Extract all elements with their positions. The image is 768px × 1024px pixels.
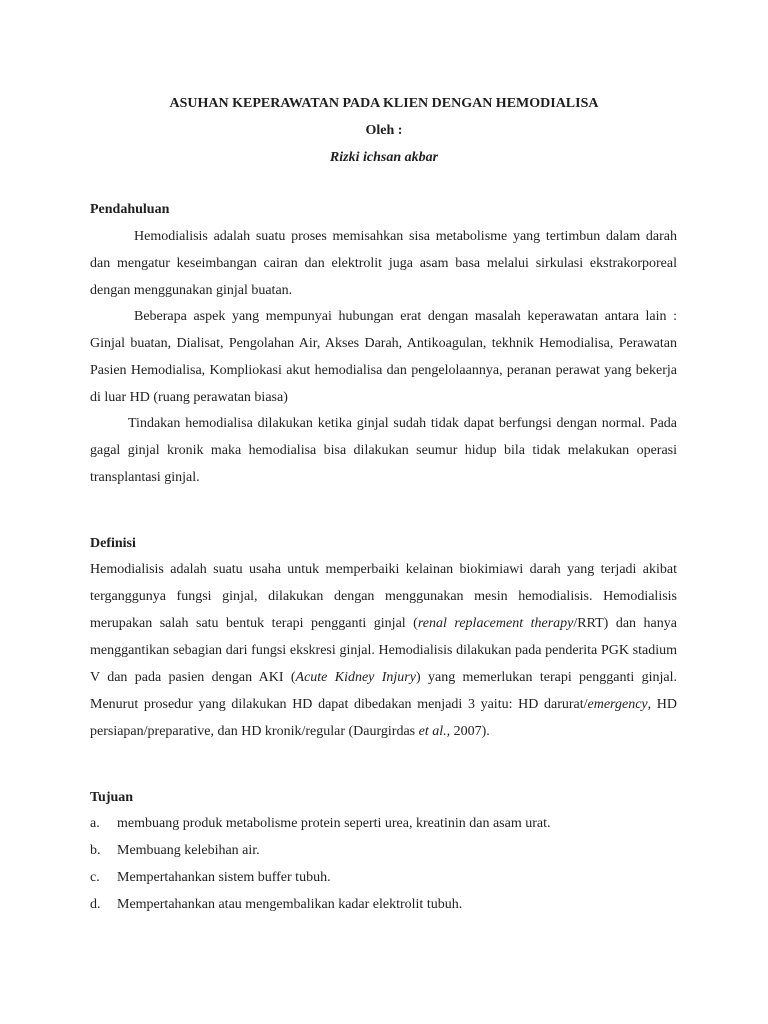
section-heading-intro: Pendahuluan bbox=[90, 202, 170, 217]
intro-paragraph-3: Tindakan hemodialisa dilakukan ketika ginjal sudah tidak dapat berfungsi dengan normal. Pada gagal ginjal kronik maka hemodialisa bisa dilakukan seumur hidup bila tidak melakukan operasi transplantasi ginjal. bbox=[90, 416, 677, 485]
list-item-text: Mempertahankan sistem buffer tubuh. bbox=[117, 870, 331, 885]
section-heading-definition: Definisi bbox=[90, 536, 136, 551]
definition-term-emergency: emergency bbox=[587, 697, 648, 712]
definition-paragraph bbox=[90, 556, 677, 745]
list-item-text: Membuang kelebihan air. bbox=[117, 843, 260, 858]
section-heading-goals: Tujuan bbox=[90, 790, 134, 805]
definition-text-4: , HD persiapan/preparative, dan HD kronik/regular (Daurgirdas bbox=[90, 697, 677, 739]
author-name: Rizki ichsan akbar bbox=[329, 150, 439, 165]
list-marker: d. bbox=[90, 897, 101, 912]
list-item-text: membuang produk metabolisme protein seperti urea, kreatinin dan asam urat. bbox=[117, 816, 551, 831]
list-marker: b. bbox=[90, 843, 101, 858]
list-item bbox=[90, 891, 677, 918]
definition-term-aki: Acute Kidney Injury bbox=[295, 670, 416, 685]
intro-paragraph-2: Beberapa aspek yang mempunyai hubungan erat dengan masalah keperawatan antara lain : Ginjal buatan, Dialisat, Pengolahan Air, Akses Darah, Antikoagulan, tekhnik Hemodialisa, Perawatan Pasien Hemodialisa, Kompliokasi akut hemodialisa dan pengelolaannya, peranan perawat yang bekerja di luar HD (ruang perawatan biasa) bbox=[90, 309, 677, 405]
by-label: Oleh : bbox=[365, 123, 403, 138]
goals-list bbox=[90, 810, 677, 918]
definition-text-5: 2007). bbox=[450, 724, 490, 739]
list-item bbox=[90, 837, 677, 864]
intro-paragraph-1: Hemodialisis adalah suatu proses memisahkan sisa metabolisme yang tertimbun dalam darah dan mengatur keseimbangan cairan dan elektrolit juga asam basa melalui sirkulasi ekstrakorporeal dengan menggunakan ginjal buatan. bbox=[90, 229, 677, 298]
list-marker: c. bbox=[90, 870, 100, 885]
definition-text-1: Hemodialisis adalah suatu usaha untuk memperbaiki kelainan biokimiawi darah yang terjadi akibat terganggunya fungsi ginjal, dilakukan dengan menggunakan mesin hemodialisis. Hemodialisis merupakan salah satu bentuk terapi pengganti ginjal ( bbox=[90, 562, 677, 631]
definition-text-3: ) yang memerlukan terapi pengganti ginjal. Menurut prosedur yang dilakukan HD dapat dibedakan menjadi 3 yaitu: HD darurat/ bbox=[90, 670, 677, 712]
definition-term-rrt: renal replacement therapy bbox=[417, 616, 574, 631]
list-item-text: Mempertahankan atau mengembalikan kadar elektrolit tubuh. bbox=[117, 897, 463, 912]
list-item bbox=[90, 864, 677, 891]
list-marker: a. bbox=[90, 816, 100, 831]
citation-et-al: et al., bbox=[418, 724, 451, 739]
list-item bbox=[90, 810, 677, 837]
document-title: ASUHAN KEPERAWATAN PADA KLIEN DENGAN HEMODIALISA bbox=[169, 96, 599, 111]
definition-text-2: /RRT) dan hanya menggantikan sebagian dari fungsi ekskresi ginjal. Hemodialisis dilakukan pada penderita PGK stadium V dan pada pasien dengan AKI ( bbox=[90, 616, 677, 685]
